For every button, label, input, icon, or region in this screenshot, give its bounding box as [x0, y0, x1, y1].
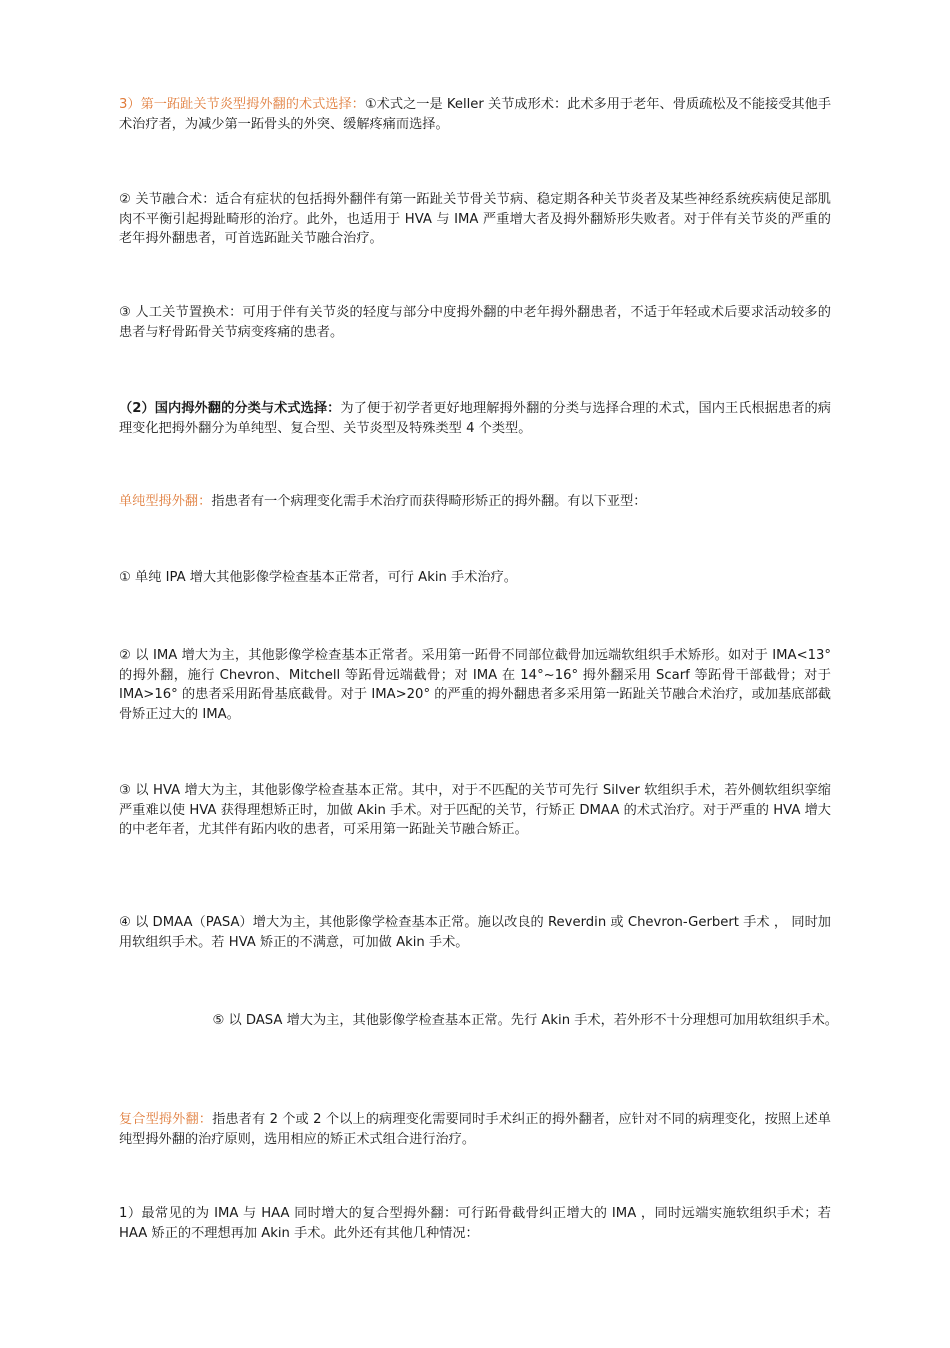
paragraph-text: ② 关节融合术：适合有症状的包括拇外翻伴有第一跖趾关节骨关节病、稳定期各种关节炎者及某些神经系统疾病使足部肌肉不平衡引起拇趾畸形的治疗。此外，也适用于 HVA 与 IMA 严重增大者及拇外翻矫形失败者。对于伴有关节炎的严重的老年拇外翻患者，可首选跖趾关节融合治疗。 — [119, 192, 831, 246]
paragraph-text: 为了便于初学者更好地理解拇外翻的分类与选择合理的术式，国内王氏根据患者的病理变化把拇外翻分为单纯型、复合型、关节炎型及特殊类型 4 个类型。 — [119, 401, 831, 436]
paragraph-keller — [119, 95, 831, 134]
paragraph-ipa — [119, 568, 831, 588]
paragraph-text: 1）最常见的为 IMA 与 HAA 同时增大的复合型拇外翻：可行跖骨截骨纠正增大的 IMA ，同时远端实施软组织手术；若 HAA 矫正的不理想再加 Akin 手术。此外还有其他几种情况： — [119, 1206, 831, 1241]
paragraph-text: ⑤ 以 DASA 增大为主，其他影像学检查基本正常。先行 Akin 手术，若外形不十分理想可加用软组织手术。 — [212, 1013, 838, 1028]
paragraph-arthroplasty — [119, 303, 831, 342]
paragraph-text: 指患者有 2 个或 2 个以上的病理变化需要同时手术纠正的拇外翻者，应针对不同的病理变化，按照上述单纯型拇外翻的治疗原则，选用相应的矫正术式组合进行治疗。 — [119, 1112, 831, 1147]
paragraph-text: ④ 以 DMAA（PASA）增大为主，其他影像学检查基本正常。施以改良的 Reverdin 或 Chevron-Gerbert 手术 ， 同时加用软组织手术。若 HVA 矫正的不满意，可加做 Akin 手术。 — [119, 915, 831, 950]
paragraph-ima — [119, 646, 831, 724]
paragraph-hva — [119, 781, 831, 840]
paragraph-compound-type — [119, 1110, 831, 1149]
paragraph-text: ③ 以 HVA 增大为主，其他影像学检查基本正常。其中，对于不匹配的关节可先行 Silver 软组织手术，若外侧软组织挛缩严重难以使 HVA 获得理想矫正时，加做 Akin 手术。对于匹配的关节，行矫正 DMAA 的术式治疗。对于严重的 HVA 增大的中老年者，尤其伴有跖内收的患者，可采用第一跖趾关节融合矫正。 — [119, 783, 831, 837]
paragraph-simple-type — [119, 492, 831, 512]
paragraph-text: ② 以 IMA 增大为主，其他影像学检查基本正常者。采用第一跖骨不同部位截骨加远端软组织手术矫形。如对于 IMA<13° 的拇外翻，施行 Chevron、Mitchell 等跖骨远端截骨；对 IMA 在 14°~16° 拇外翻采用 Scarf 等跖骨干部截骨；对于 IMA>16° 的患者采用跖骨基底截骨。对于 IMA>20° 的严重的拇外翻患者多采用第一跖趾关节融合术治疗，或加基底部截骨矫正过大的 IMA。 — [119, 648, 831, 722]
paragraph-text: ③ 人工关节置换术：可用于伴有关节炎的轻度与部分中度拇外翻的中老年拇外翻患者，不适于年轻或术后要求活动较多的患者与籽骨跖骨关节病变疼痛的患者。 — [119, 305, 831, 340]
paragraph-arthrodesis — [119, 190, 831, 249]
paragraph-domestic-classification — [119, 399, 831, 438]
paragraph-text: ① 单纯 IPA 增大其他影像学检查基本正常者，可行 Akin 手术治疗。 — [119, 570, 517, 585]
section-heading-compound-type: 复合型拇外翻： — [119, 1112, 213, 1127]
paragraph-text: 指患者有一个病理变化需手术治疗而获得畸形矫正的拇外翻。有以下亚型： — [211, 494, 647, 509]
section-heading-domestic: （2）国内拇外翻的分类与术式选择： — [119, 401, 341, 416]
section-heading-simple-type: 单纯型拇外翻： — [119, 494, 212, 509]
paragraph-text: ①术式之一是 Keller 关节成形术：此术多用于老年、骨质疏松及不能接受其他手术治疗者，为减少第一跖骨头的外突、缓解疼痛而选择。 — [119, 97, 832, 132]
paragraph-ima-haa — [119, 1204, 831, 1243]
paragraph-dasa — [143, 1011, 838, 1031]
paragraph-dmaa — [119, 913, 831, 952]
section-heading-arthritis-type: 3）第一跖趾关节炎型拇外翻的术式选择： — [119, 97, 365, 112]
